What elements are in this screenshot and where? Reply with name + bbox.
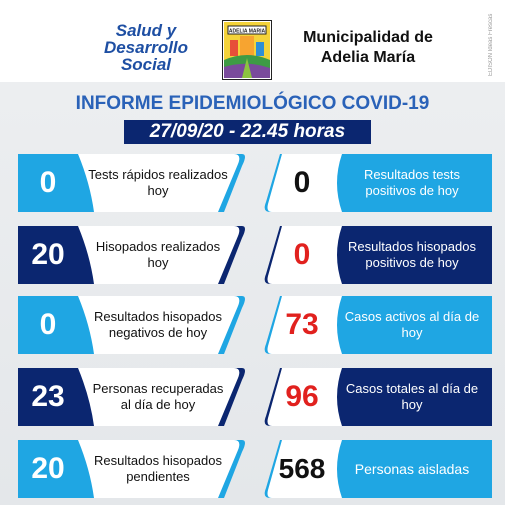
right-stat-card — [262, 154, 492, 212]
left-stat-card — [18, 296, 248, 354]
right-stat-card — [262, 440, 492, 498]
logo-text: ADELIA MARIA — [228, 28, 266, 35]
stat-label: Personas aisladas — [354, 461, 470, 477]
stat-value: 0 — [39, 308, 57, 341]
report-title: INFORME EPIDEMIOLÓGICO COVID-19 — [75, 93, 430, 114]
left-stat-card — [18, 226, 248, 284]
stat-label: Resultados tests positivos de hoy — [363, 167, 461, 198]
stat-value: 0 — [293, 238, 311, 271]
report-date: 27/09/20 - 22.45 horas — [124, 120, 371, 144]
credit-text: EDISON Ideas Frescas — [488, 13, 494, 77]
right-stat-card — [262, 368, 492, 426]
stat-value: 20 — [31, 452, 65, 485]
stat-label: Resultados hisopados negativos de hoy — [94, 309, 222, 340]
left-stat-card — [18, 440, 248, 498]
left-stat-card — [18, 154, 248, 212]
stat-value: 20 — [31, 238, 65, 271]
stat-value: 96 — [285, 380, 319, 413]
stat-value: 568 — [278, 453, 326, 484]
stat-value: 23 — [31, 380, 65, 413]
stat-label: Personas recuperadas al día de hoy — [92, 381, 224, 412]
stat-label: Resultados hisopados pendientes — [94, 453, 222, 484]
stat-value: 0 — [293, 166, 311, 199]
municipality-name: Municipalidad de Adelia María — [303, 29, 433, 66]
department-name: Salud y Desarrollo Social — [103, 21, 189, 74]
stat-label: Resultados hisopados positivos de hoy — [348, 239, 476, 270]
stat-value: 73 — [285, 308, 319, 341]
municipality-logo — [222, 20, 272, 80]
right-stat-card — [262, 296, 492, 354]
right-stat-card — [262, 226, 492, 284]
stat-value: 0 — [39, 166, 57, 199]
stat-label: Casos activos al día de hoy — [344, 309, 480, 340]
stat-label: Tests rápidos realizados hoy — [88, 167, 228, 198]
stat-label: Casos totales al día de hoy — [345, 381, 479, 412]
left-stat-card — [18, 368, 248, 426]
stat-label: Hisopados realizados hoy — [95, 239, 221, 270]
